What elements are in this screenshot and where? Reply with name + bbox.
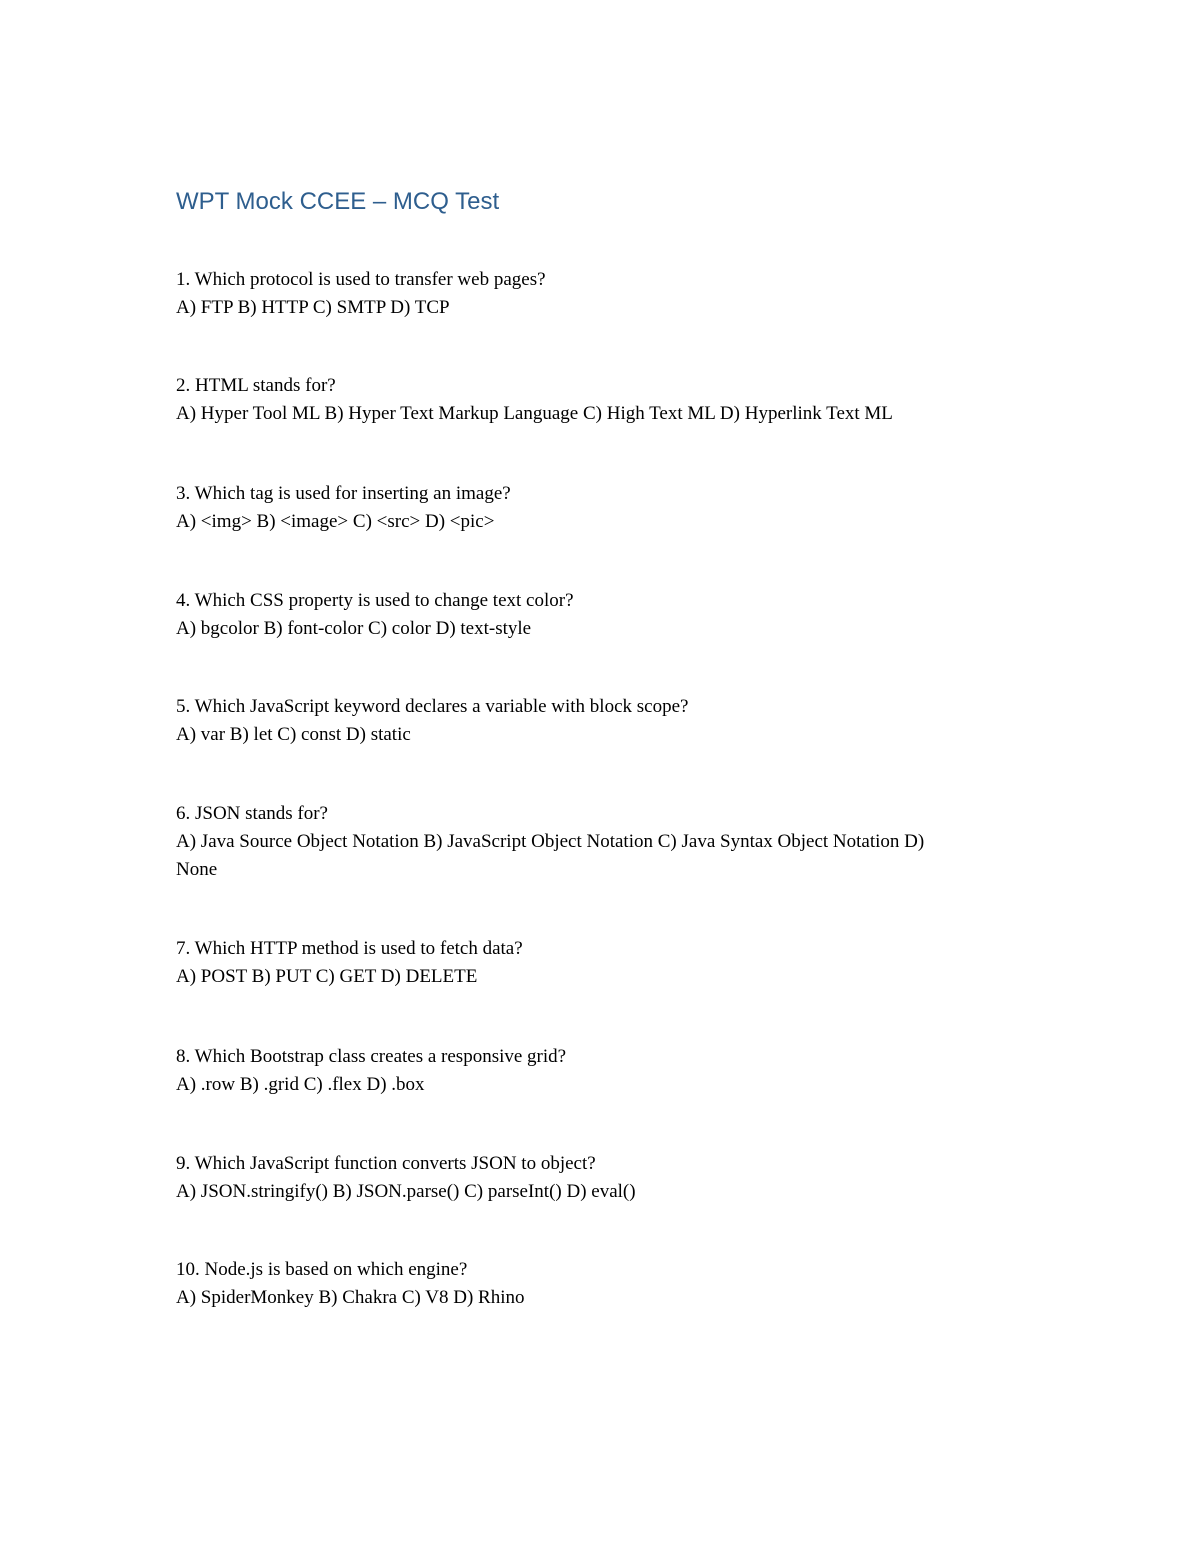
question-options: A) SpiderMonkey B) Chakra C) V8 D) Rhino (176, 1287, 525, 1308)
question-2 (176, 372, 1056, 428)
question-text: 7. Which HTTP method is used to fetch data? (176, 938, 523, 959)
question-options: A) JSON.stringify() B) JSON.parse() C) parseInt() D) eval() (176, 1181, 636, 1202)
question-options: A) POST B) PUT C) GET D) DELETE (176, 966, 478, 987)
question-9 (176, 1150, 1056, 1206)
question-text: 2. HTML stands for? (176, 375, 336, 396)
question-8 (176, 1043, 1056, 1099)
question-5 (176, 693, 1056, 749)
question-text: 9. Which JavaScript function converts JSON to object? (176, 1153, 596, 1174)
question-options: A) Hyper Tool ML B) Hyper Text Markup Language C) High Text ML D) Hyperlink Text ML (176, 403, 893, 424)
question-1 (176, 266, 1056, 322)
question-4 (176, 587, 1056, 643)
question-7 (176, 935, 1056, 991)
question-options: A) Java Source Object Notation B) JavaScript Object Notation C) Java Syntax Object Notation D) None (176, 831, 925, 880)
question-6 (176, 800, 1056, 884)
question-text: 1. Which protocol is used to transfer web pages? (176, 269, 546, 290)
question-text: 3. Which tag is used for inserting an image? (176, 483, 511, 504)
question-options: A) var B) let C) const D) static (176, 724, 411, 745)
question-3 (176, 480, 1056, 536)
question-options: A) FTP B) HTTP C) SMTP D) TCP (176, 297, 450, 318)
question-text: 6. JSON stands for? (176, 803, 328, 824)
document-title: WPT Mock CCEE – MCQ Test (176, 188, 500, 215)
question-text: 5. Which JavaScript keyword declares a variable with block scope? (176, 696, 689, 717)
question-options: A) <img> B) <image> C) <src> D) <pic> (176, 511, 495, 532)
question-text: 4. Which CSS property is used to change text color? (176, 590, 574, 611)
question-10 (176, 1256, 1056, 1312)
question-text: 10. Node.js is based on which engine? (176, 1259, 468, 1280)
question-options: A) .row B) .grid C) .flex D) .box (176, 1074, 425, 1095)
question-options: A) bgcolor B) font-color C) color D) text-style (176, 618, 532, 639)
question-text: 8. Which Bootstrap class creates a responsive grid? (176, 1046, 567, 1067)
